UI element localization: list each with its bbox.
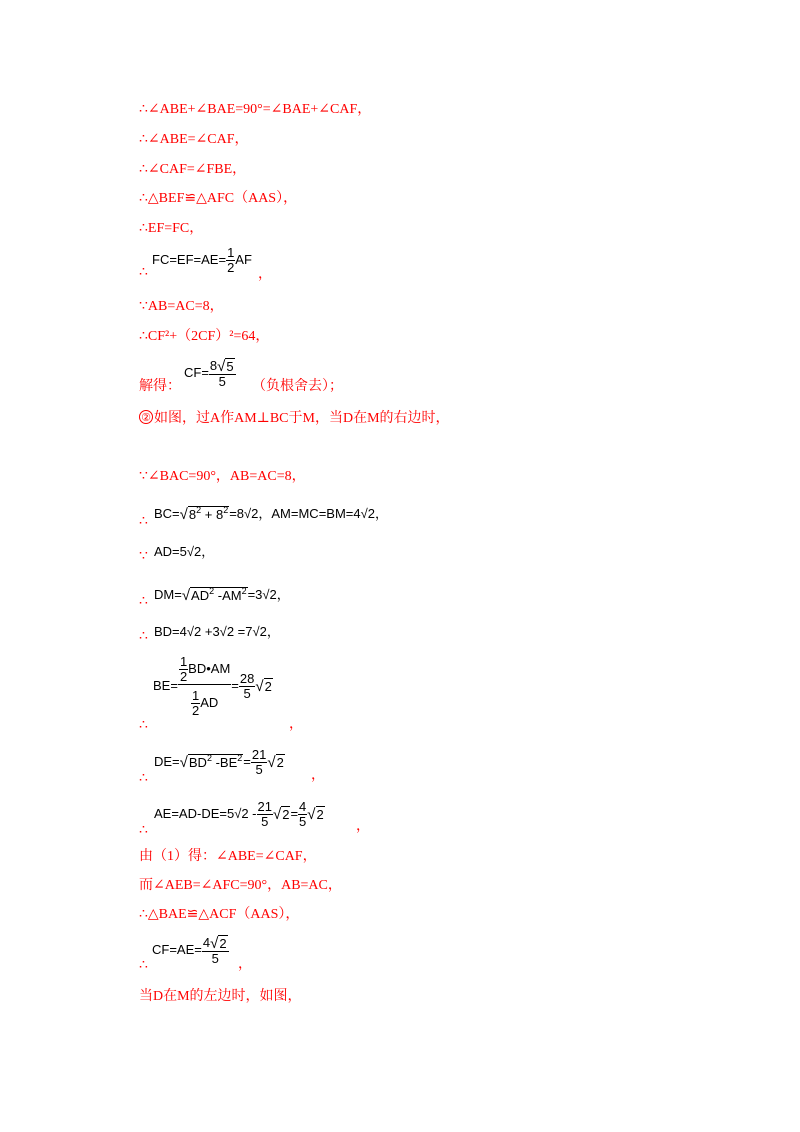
formula-dm: $DM=√AD^2$ $-AM^2=3√2$， [154, 585, 290, 604]
line-congruent-bef-afc: ∴△BEF≌△AFC（AAS）， [139, 191, 298, 206]
therefore-symbol: ∴ [139, 265, 148, 280]
line-caf-fbe: ∴∠CAF=∠FBE， [139, 162, 247, 177]
formula-be: BE= $\frac{1}{2}$ BD•AM $\frac{1}{2}$ AD = $\frac{28}{5}$ √2 [153, 654, 272, 718]
formula-ae: AE=AD-DE=5√2 - $\frac{21}{5}$ √2= $\frac{4}{5}$ √2 [154, 799, 324, 829]
formula-fc-ef-ae: FC=EF=AE= $\frac{1}{2}$ AF [152, 245, 252, 275]
formula-bd: BD=4√2 +3√2 =7√2， [154, 624, 280, 639]
therefore-symbol: ∴ [139, 771, 148, 786]
because-symbol: ∵ [139, 549, 148, 564]
circled-number: ② [139, 410, 153, 424]
therefore-symbol: ∴ [139, 629, 148, 644]
case-right-text: 如图，过A作AM⊥BC于M，当D在M的右边时， [154, 411, 450, 426]
comma: ， [238, 957, 252, 972]
comma: ， [289, 717, 303, 732]
line-from-part-1: 由（1）得：∠ABE=∠CAF， [139, 849, 317, 864]
formula-cf: CF= $\frac{8√5}{5}$ [184, 357, 234, 389]
formula-bc: $BC=√8^2 + 8^2=8√2$，AM=MC=BM=4√2， [154, 504, 388, 523]
comma: ， [356, 819, 370, 834]
comma: ， [311, 768, 325, 783]
therefore-symbol: ∴ [139, 958, 148, 973]
line-angle-sum: ∴∠ABE+∠BAE=90°=∠BAE+∠CAF， [139, 102, 372, 117]
therefore-symbol: ∴ [139, 823, 148, 838]
comma: ， [258, 267, 272, 282]
therefore-symbol: ∴ [139, 718, 148, 733]
line-case-right [139, 410, 450, 428]
line-ab-ac: ∵AB=AC=8， [139, 299, 224, 314]
line-bac-90: ∵∠BAC=90°，AB=AC=8， [139, 469, 306, 484]
formula-ad: AD=5√2， [154, 544, 215, 559]
therefore-symbol: ∴ [139, 514, 148, 529]
formula-de: $DE=√BD^2$ $-BE^2=$ $\frac{21}{5}$ √2 [154, 747, 284, 777]
line-cf-equation: ∴CF²+（2CF）²=64， [139, 329, 270, 344]
line-abe-caf: ∴∠ABE=∠CAF， [139, 132, 249, 147]
line-case-left: 当D在M的左边时，如图， [139, 989, 302, 1004]
line-negative-root-discarded: （负根舍去）； [252, 379, 343, 394]
formula-cf-ae: CF=AE= $\frac{4√2}{5}$ [152, 934, 227, 966]
line-ef-fc: ∴EF=FC， [139, 221, 204, 236]
line-congruent-bae-acf: ∴△BAE≌△ACF（AAS）， [139, 907, 300, 922]
line-solve: 解得： [139, 379, 181, 394]
therefore-symbol: ∴ [139, 594, 148, 609]
line-aeb-afc: 而∠AEB=∠AFC=90°，AB=AC， [139, 878, 342, 893]
